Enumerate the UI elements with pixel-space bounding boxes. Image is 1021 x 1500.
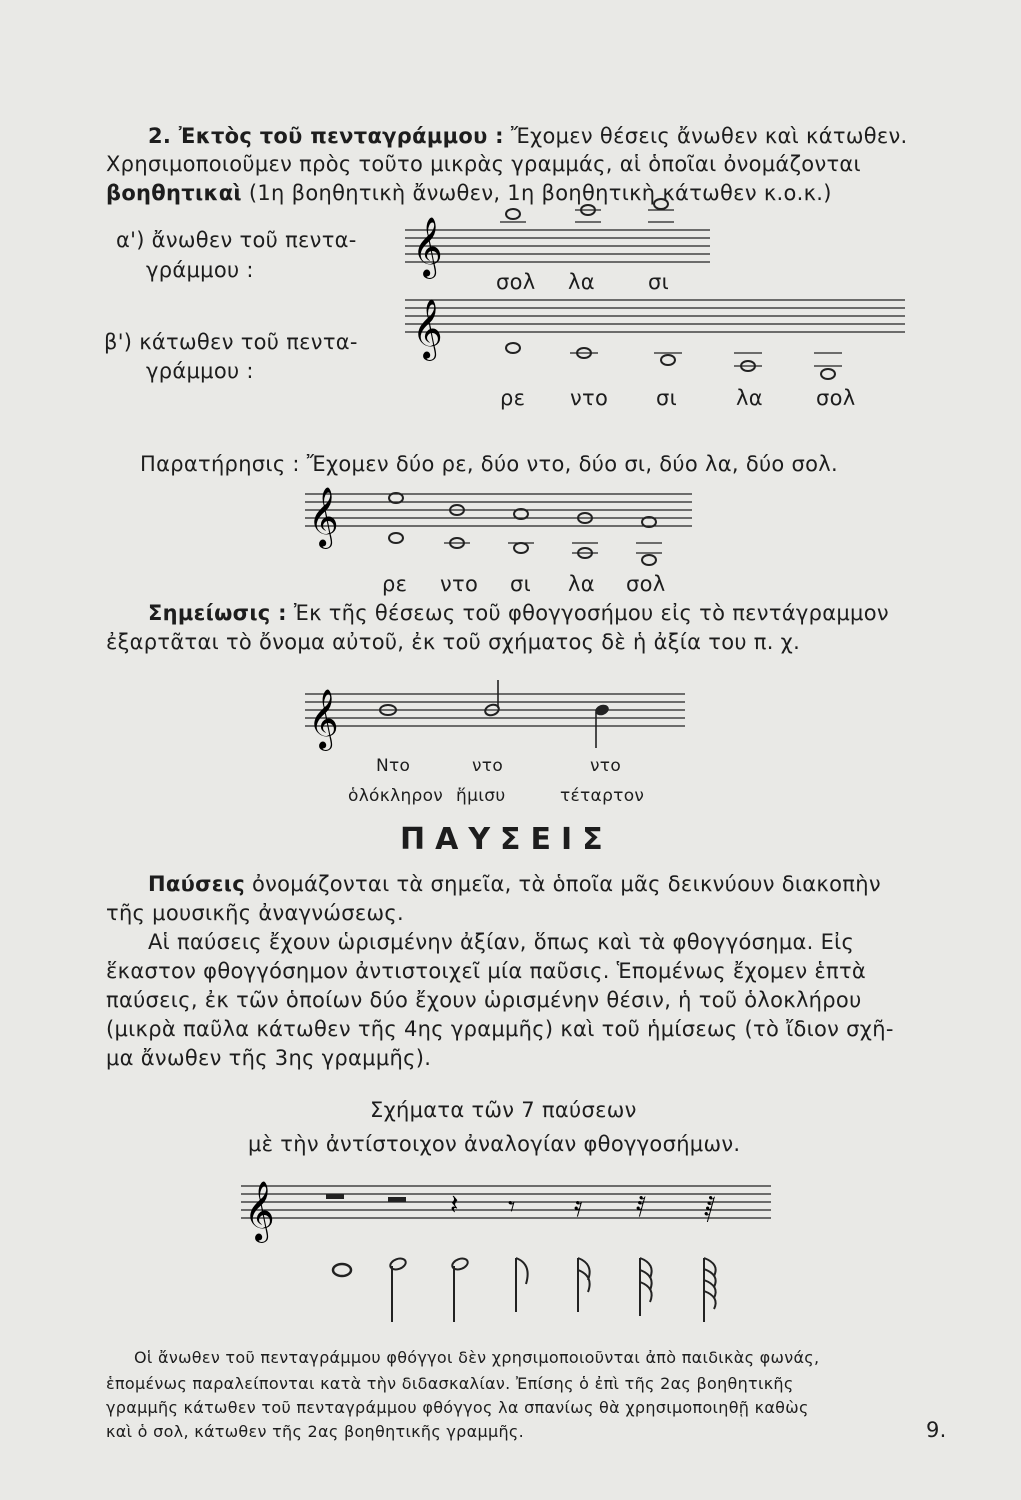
staff-below	[400, 290, 910, 400]
pauses-p2-line2: ἕκαστον φθογγόσημον ἀντιστοιχεῖ μία παῦσις. Ἑπομένως ἔχομεν ἑπτὰ	[106, 959, 867, 983]
observation-label: Παρατήρησις :	[140, 452, 300, 476]
observation-note-sol: σολ	[626, 572, 666, 596]
rests-caption1: Σχήματα τῶν 7 παύσεων	[370, 1098, 637, 1122]
half-rest-icon	[388, 1197, 406, 1202]
value-name-half: ντο	[472, 756, 504, 776]
note-sol-low	[636, 543, 662, 565]
above-note-si: σι	[648, 270, 670, 294]
value-name-whole: Ντο	[376, 756, 411, 776]
eighth-rest-icon: 𝄾	[508, 1190, 516, 1223]
observation-text: Ἔχομεν δύο ρε, δύο ντο, δύο σι, δύο λα, δύο σολ.	[306, 452, 839, 476]
below-label-line2: γράμμου :	[146, 359, 254, 383]
note-si-below	[654, 353, 682, 365]
below-note-la: λα	[736, 386, 763, 410]
value-kind-quarter: τέταρτον	[560, 786, 645, 806]
section2-line3-text: (1η βοηθητικὴ ἄνωθεν, 1η βοηθητικὴ κάτωθεν κ.ο.κ.)	[248, 181, 832, 205]
section2-heading: 2. Ἐκτὸς τοῦ πενταγράμμου :	[148, 124, 504, 148]
sixteenth-note-icon	[578, 1258, 590, 1312]
below-note-re: ρε	[500, 386, 526, 410]
observation-note-do: ντο	[440, 572, 479, 596]
section2-line1-text: Ἔχομεν θέσεις ἄνωθεν καὶ κάτωθεν.	[510, 124, 908, 148]
auxiliary-term: βοηθητικαὶ	[106, 181, 242, 205]
eighth-note-icon	[516, 1258, 528, 1312]
footnote-line1: Οἱ ἄνωθεν τοῦ πενταγράμμου φθόγγοι δὲν χρησιμοποιοῦνται ἀπὸ παιδικὰς φωνάς,	[134, 1348, 820, 1367]
note-re-low	[389, 533, 403, 543]
staff-rests	[236, 1176, 776, 1241]
note-la-low	[572, 543, 598, 558]
observation-note-re: ρε	[382, 572, 408, 596]
note-sol-above	[500, 209, 526, 222]
pauses-p1-text: ὀνομάζονται τὰ σημεῖα, τὰ ὁποῖα μᾶς δεικνύουν διακοπὴν	[251, 872, 881, 896]
staff-observation	[300, 478, 700, 573]
sixtyfourth-note-icon	[704, 1258, 716, 1322]
observation-line	[140, 452, 838, 476]
above-note-la: λα	[568, 270, 595, 294]
remark-text1: Ἐκ τῆς θέσεως τοῦ φθογγοσήμου εἰς τὸ πεντάγραμμον	[293, 601, 889, 625]
remark-line1	[148, 601, 889, 625]
whole-note-icon	[333, 1264, 351, 1276]
above-label-line1: α') ἄνωθεν τοῦ πεντα-	[116, 228, 357, 252]
pauses-title: ΠΑΥΣΕΙΣ	[400, 822, 613, 857]
value-name-quarter: ντο	[590, 756, 622, 776]
treble-clef-icon: 𝄞	[308, 487, 339, 547]
value-kind-whole: ὁλόκληρον	[348, 786, 444, 806]
note-si-above	[648, 199, 674, 222]
footnote-line3: γραμμῆς κάτωθεν τοῦ πενταγράμμου φθόγγος λα σπανίως θὰ χρησιμοποιηθῇ καθὼς	[106, 1398, 809, 1417]
treble-clef-icon: 𝄞	[412, 217, 443, 277]
treble-clef-icon: 𝄞	[412, 299, 443, 359]
note-do-below	[570, 348, 598, 358]
treble-clef-icon: 𝄞	[244, 1181, 275, 1241]
value-kind-half: ἥμισυ	[456, 786, 506, 806]
staff-above	[400, 196, 720, 276]
half-note-icon	[484, 680, 501, 717]
note-do-low	[444, 538, 470, 548]
footnote-line2: ἑπομένως παραλείπονται κατὰ τὴν διδασκαλίαν. Ἐπίσης ὁ ἐπὶ τῆς 2ας βοηθητικῆς	[106, 1374, 794, 1393]
note-sol-below	[814, 353, 842, 379]
note-re-below	[506, 343, 520, 353]
sixtyfourth-rest-icon: 𝅁	[704, 1190, 716, 1223]
pauses-term: Παύσεις	[148, 872, 245, 896]
pauses-p2-line3: παύσεις, ἐκ τῶν ὁποίων δύο ἔχουν ὡρισμένην θέσιν, ἡ τοῦ ὁλοκλήρου	[106, 988, 862, 1012]
note-la-above	[575, 205, 601, 222]
page-number: 9.	[926, 1418, 947, 1442]
below-note-do: ντο	[570, 386, 609, 410]
treble-clef-icon: 𝄞	[308, 689, 339, 749]
remark-line2: ἐξαρτᾶται τὸ ὄνομα αὐτοῦ, ἐκ τοῦ σχήματος δὲ ἡ ἀξία του π. χ.	[106, 630, 801, 654]
section2-line1	[148, 124, 908, 148]
note-si-low	[508, 543, 534, 553]
whole-rest-icon	[326, 1194, 344, 1199]
below-label-line1: β') κάτωθεν τοῦ πεντα-	[104, 330, 358, 354]
quarter-rest-icon: 𝄽	[450, 1188, 459, 1221]
staff-note-values	[300, 676, 690, 756]
remark-label: Σημείωσις :	[148, 601, 287, 625]
above-note-sol: σολ	[496, 270, 536, 294]
section2-line2: Χρησιμοποιοῦμεν πρὸς τοῦτο μικρὰς γραμμάς, αἱ ὁποῖαι ὀνομάζονται	[106, 152, 861, 176]
below-note-sol: σολ	[816, 386, 856, 410]
observation-note-si: σι	[510, 572, 532, 596]
pauses-p2-line1: Αἱ παύσεις ἔχουν ὡρισμένην ἀξίαν, ὅπως καὶ τὰ φθογγόσημα. Εἰς	[148, 930, 855, 954]
thirtysecond-rest-icon: 𝅀	[636, 1190, 647, 1223]
below-note-si: σι	[656, 386, 678, 410]
sixteenth-rest-icon: 𝄿	[574, 1190, 583, 1223]
note-la-below	[734, 353, 762, 371]
rests-caption2: μὲ τὴν ἀντίστοιχον ἀναλογίαν φθογγοσήμων.	[248, 1132, 741, 1156]
pauses-p1-line2: τῆς μουσικῆς ἀναγνώσεως.	[106, 901, 405, 925]
pauses-p1-line1	[148, 872, 881, 896]
half-note-icon	[389, 1257, 407, 1322]
above-label-line2: γράμμου :	[146, 258, 254, 282]
pauses-p2-line5: μα ἄνωθεν τῆς 3ης γραμμῆς).	[106, 1046, 432, 1070]
pauses-p2-line4: (μικρὰ παῦλα κάτωθεν τῆς 4ης γραμμῆς) καὶ τοῦ ἡμίσεως (τὸ ἴδιον σχῆ-	[106, 1017, 894, 1041]
thirtysecond-note-icon	[640, 1258, 652, 1316]
note-shapes-row	[320, 1250, 740, 1340]
quarter-note-icon	[451, 1257, 469, 1322]
footnote-line4: καὶ ὁ σολ, κάτωθεν τῆς 2ας βοηθητικῆς γραμμῆς.	[106, 1422, 524, 1441]
observation-note-la: λα	[568, 572, 595, 596]
